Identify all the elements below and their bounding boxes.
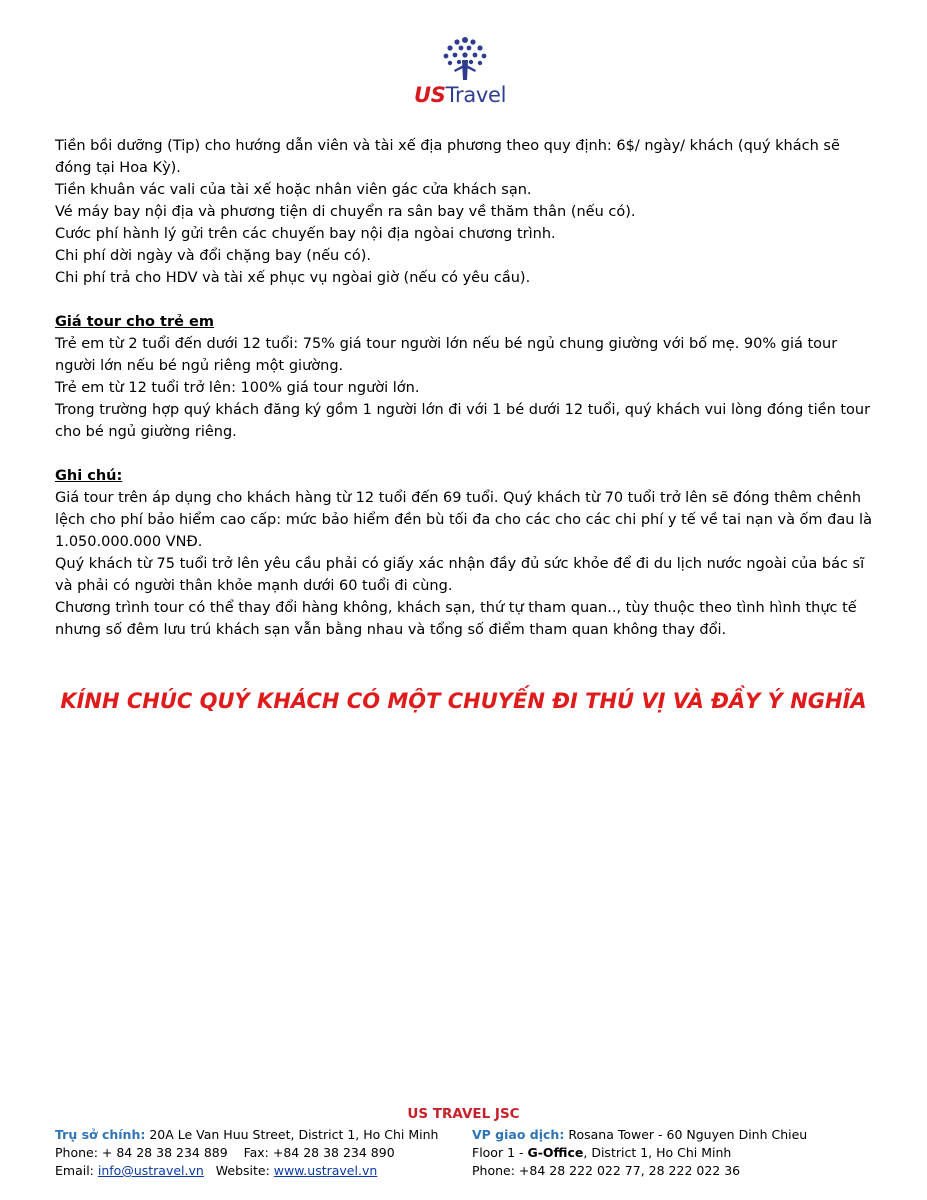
hq-contact-line bbox=[55, 1162, 438, 1180]
hq-address: 20A Le Van Huu Street, District 1, Ho Chi Minh bbox=[149, 1127, 439, 1142]
office-address-line bbox=[472, 1126, 807, 1144]
office-floor-suffix: , District 1, Ho Chi Minh bbox=[583, 1145, 732, 1160]
email-label: Email: bbox=[55, 1163, 94, 1178]
website-label: Website: bbox=[215, 1163, 270, 1178]
hq-phone-fax: Phone: + 84 28 38 234 889 Fax: +84 28 38 234 890 bbox=[55, 1145, 395, 1160]
us-travel-logo bbox=[414, 34, 516, 108]
closing-wish: KÍNH CHÚC QUÝ KHÁCH CÓ MỘT CHUYẾN ĐI THÚ VỊ VÀ ĐẦY Ý NGHĨA bbox=[60, 689, 867, 713]
logo-us-text: US bbox=[414, 83, 446, 107]
logo-travel-text: Travel bbox=[445, 83, 507, 107]
footer-company-name: US TRAVEL JSC bbox=[407, 1106, 520, 1122]
hq-address-line bbox=[55, 1126, 438, 1144]
note-line: Quý khách từ 75 tuổi trở lên yêu cầu phải có giấy xác nhận đầy đủ sức khỏe để đi du lịch nước ngoài của bác sĩ và phải có người thân khỏe mạnh dưới 60 tuổi đi cùng. bbox=[55, 556, 865, 594]
footer-office bbox=[472, 1126, 807, 1180]
office-floor-name: G-Office bbox=[527, 1145, 584, 1160]
tree-people-icon bbox=[440, 34, 490, 82]
excluded-line: Vé máy bay nội địa và phương tiện di chuyển ra sân bay về thăm thân (nếu có). bbox=[55, 204, 636, 220]
office-address: Rosana Tower - 60 Nguyen Dinh Chieu bbox=[568, 1127, 808, 1142]
note-line: Giá tour trên áp dụng cho khách hàng từ 12 tuổi đến 69 tuổi. Quý khách từ 70 tuổi trở lên sẽ đóng thêm chênh lệch cho phí bảo hiểm cao cấp: mức bảo hiểm đền bù tối đa cho các cho các chi phí y tế về tai nạn và ốm đau là 1.050.000.000 VNĐ. bbox=[55, 490, 872, 550]
children-line: Trẻ em từ 2 tuổi đến dưới 12 tuổi: 75% giá tour người lớn nếu bé ngủ chung giường với bố mẹ. 90% giá tour người lớn nếu bé ngủ riêng một giường. bbox=[55, 336, 838, 374]
excluded-line: Tiền bồi dưỡng (Tip) cho hướng dẫn viên và tài xế địa phương theo quy định: 6$/ ngày/ khách (quý khách sẽ đóng tại Hoa Kỳ). bbox=[55, 138, 840, 176]
note-line: Chương trình tour có thể thay đổi hàng không, khách sạn, thứ tự tham quan.., tùy thuộc theo tình hình thực tế nhưng số đêm lưu trú khách sạn vẫn bằng nhau và tổng số điểm tham quan không thay đổi. bbox=[55, 600, 857, 638]
email-link[interactable]: info@ustravel.vn bbox=[97, 1163, 204, 1178]
children-price-heading: Giá tour cho trẻ em bbox=[55, 314, 214, 330]
excluded-line: Cước phí hành lý gửi trên các chuyến bay nội địa ngòai chương trình. bbox=[55, 226, 556, 242]
excluded-line: Chi phí dời ngày và đổi chặng bay (nếu có). bbox=[55, 248, 371, 264]
notes-heading: Ghi chú: bbox=[55, 468, 123, 484]
children-line: Trong trường hợp quý khách đăng ký gồm 1 người lớn đi với 1 bé dưới 12 tuổi, quý khách vui lòng đóng tiền tour cho bé ngủ giường riêng. bbox=[55, 402, 871, 440]
website-link[interactable]: www.ustravel.vn bbox=[273, 1163, 378, 1178]
office-floor-prefix: Floor 1 - bbox=[472, 1145, 528, 1160]
office-label: VP giao dịch: bbox=[472, 1127, 565, 1142]
logo-wordmark bbox=[414, 83, 516, 107]
children-line: Trẻ em từ 12 tuổi trở lên: 100% giá tour người lớn. bbox=[55, 380, 420, 396]
footer-headquarters bbox=[55, 1126, 438, 1180]
excluded-line: Chi phí trả cho HDV và tài xế phục vụ ngòai giờ (nếu có yêu cầu). bbox=[55, 270, 531, 286]
office-floor-line bbox=[472, 1144, 807, 1162]
document-body bbox=[55, 135, 880, 641]
excluded-line: Tiền khuân vác vali của tài xế hoặc nhân viên gác cửa khách sạn. bbox=[55, 182, 532, 198]
hq-label: Trụ sở chính: bbox=[55, 1127, 146, 1142]
office-phone: Phone: +84 28 222 022 77, 28 222 022 36 bbox=[472, 1163, 741, 1178]
